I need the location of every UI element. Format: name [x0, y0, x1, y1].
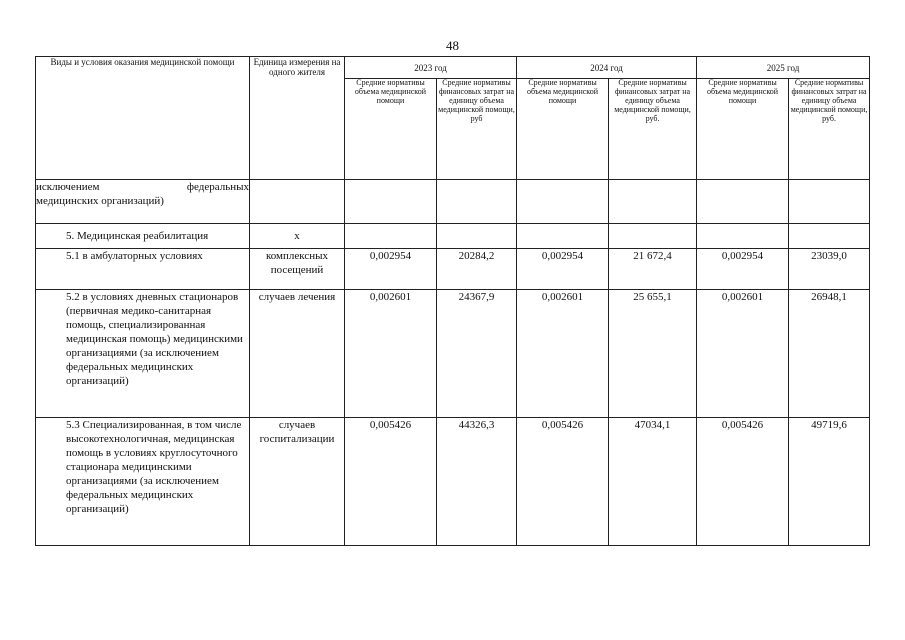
- cell-cost-2024: 47034,1: [609, 418, 697, 546]
- row-unit: комплексных посещений: [250, 249, 345, 290]
- cell-volume-2024: 0,002954: [517, 249, 609, 290]
- row-name: [36, 180, 250, 224]
- cell-volume-2023: [345, 180, 437, 224]
- header-volume-2025: Средние нормативы объема медицинской помощи: [697, 79, 789, 180]
- cell-cost-2023: 24367,9: [437, 290, 517, 418]
- cell-cost-2025: 49719,6: [789, 418, 870, 546]
- row-unit: случаев лечения: [250, 290, 345, 418]
- header-row-years: [36, 57, 870, 79]
- table-row: [36, 180, 870, 224]
- cell-volume-2024: 0,005426: [517, 418, 609, 546]
- table-row: [36, 418, 870, 546]
- row-unit: случаев госпитализации: [250, 418, 345, 546]
- cell-cost-2024: 25 655,1: [609, 290, 697, 418]
- cell-volume-2025: [697, 224, 789, 249]
- header-year-2024: 2024 год: [517, 57, 697, 79]
- table-row: [36, 249, 870, 290]
- cell-volume-2024: 0,002601: [517, 290, 609, 418]
- header-year-2025: 2025 год: [697, 57, 870, 79]
- page-number: 48: [446, 38, 459, 53]
- cell-volume-2023: 0,002954: [345, 249, 437, 290]
- cell-volume-2023: [345, 224, 437, 249]
- cell-volume-2024: [517, 180, 609, 224]
- cell-volume-2025: [697, 180, 789, 224]
- cell-cost-2025: [789, 224, 870, 249]
- row-name: 5.2 в условиях дневных стационаров (первичная медико-санитарная помощь, специализированная медицинская помощь) медицинскими организациями (за исключением федеральных медицинских организаций): [36, 290, 250, 418]
- row-unit: х: [250, 224, 345, 249]
- header-volume-2023: Средние нормативы объема медицинской помощи: [345, 79, 437, 180]
- cell-volume-2025: 0,002954: [697, 249, 789, 290]
- header-kind: Виды и условия оказания медицинской помощи: [36, 57, 250, 180]
- cell-cost-2023: [437, 224, 517, 249]
- row-name: 5. Медицинская реабилитация: [36, 224, 250, 249]
- header-unit: Единица измерения на одного жителя: [250, 57, 345, 180]
- cell-volume-2025: 0,005426: [697, 418, 789, 546]
- row-name-line: исключением федеральных: [36, 181, 249, 193]
- cell-cost-2025: [789, 180, 870, 224]
- header-volume-2024: Средние нормативы объема медицинской помощи: [517, 79, 609, 180]
- cell-volume-2024: [517, 224, 609, 249]
- cell-cost-2023: 44326,3: [437, 418, 517, 546]
- table-row: [36, 224, 870, 249]
- header-cost-2024: Средние нормативы финансовых затрат на единицу объема медицинской помощи, руб.: [609, 79, 697, 180]
- row-unit: [250, 180, 345, 224]
- row-name: 5.3 Специализированная, в том числе высокотехнологичная, медицинская помощь в условиях круглосуточного стационара медицинскими организациями (за исключением федеральных медицинских организаций): [36, 418, 250, 546]
- header-cost-2025: Средние нормативы финансовых затрат на единицу объема медицинской помощи, руб.: [789, 79, 870, 180]
- header-year-2023: 2023 год: [345, 57, 517, 79]
- cell-cost-2024: [609, 180, 697, 224]
- cell-cost-2025: 26948,1: [789, 290, 870, 418]
- header-cost-2023: Средние нормативы финансовых затрат на единицу объема медицинской помощи, руб: [437, 79, 517, 180]
- cell-cost-2023: [437, 180, 517, 224]
- cell-cost-2024: [609, 224, 697, 249]
- cell-cost-2024: 21 672,4: [609, 249, 697, 290]
- cell-cost-2023: 20284,2: [437, 249, 517, 290]
- row-name-line: медицинских организаций): [36, 195, 164, 208]
- cell-cost-2025: 23039,0: [789, 249, 870, 290]
- table-row: [36, 290, 870, 418]
- row-name: 5.1 в амбулаторных условиях: [36, 249, 250, 290]
- cell-volume-2023: 0,002601: [345, 290, 437, 418]
- cell-volume-2025: 0,002601: [697, 290, 789, 418]
- norms-table: [35, 56, 870, 546]
- cell-volume-2023: 0,005426: [345, 418, 437, 546]
